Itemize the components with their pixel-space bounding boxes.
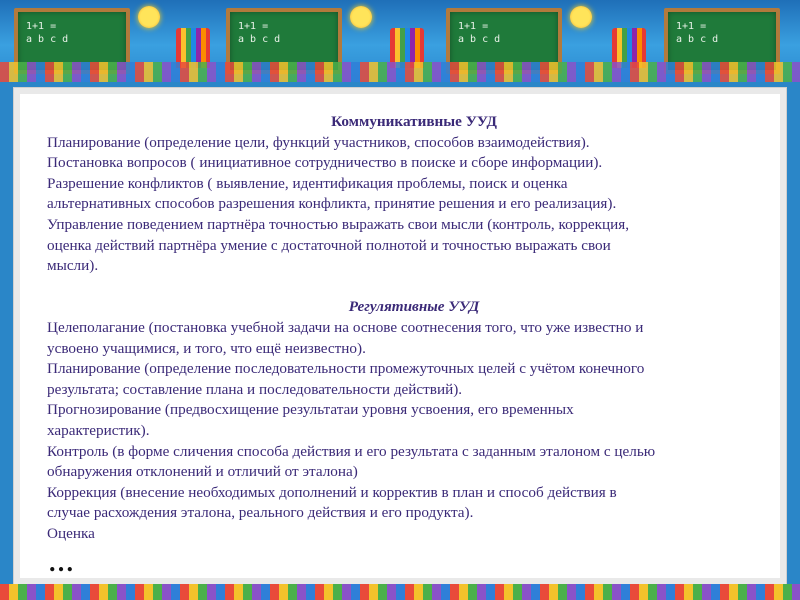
slide-text [47,112,781,544]
list-item: оценка действий партнёра умение с достаточной полнотой и точностью выражать свои [47,236,611,254]
list-item: усвоено учащимися, и того, что ещё неизвестно). [47,339,366,357]
list-item: Планирование (определение последовательности промежуточных целей с учётом конечного [47,360,645,378]
chalkboard-text: 1+1 = a b c d [26,21,69,45]
sun-icon [138,6,160,28]
section-title-communicative: Коммуникативные УУД [331,113,497,130]
list-item: Целеполагание (постановка учебной задачи на основе соотнесения того, что уже известно и [47,318,644,336]
list-item: случае расхождения эталона, реального действия и его продукта). [47,504,474,522]
list-item: альтернативных способов разрешения конфликта, принятие решения и его реализация). [47,195,617,213]
trailing-ellipsis: … [48,548,75,577]
sun-icon [350,6,372,28]
sun-icon [570,6,592,28]
list-item: мысли). [47,257,99,275]
list-item: характеристик). [47,421,150,439]
list-item: Оценка [47,524,95,542]
list-item: результата; составление плана и последовательности действий). [47,380,463,398]
section-title-regulatory: Регулятивные УУД [348,298,480,316]
chalkboard-text: 1+1 = a b c d [238,21,281,45]
list-item: Коррекция (внесение необходимых дополнений и корректив в план и способ действия в [47,483,617,501]
list-item: обнаружения отклонений и отличий от эталона) [47,463,358,481]
list-item: Постановка вопросов ( инициативное сотрудничество в поиске и сборе информации). [47,154,603,172]
list-item: Контроль (в форме сличения способа действия и его результата с заданным эталоном с целью [47,442,656,460]
list-item: Разрешение конфликтов ( выявление, идентификация проблемы, поиск и оценка [47,174,568,192]
list-item: Управление поведением партнёра точностью выражать свои мысли (контроль, коррекция, [47,215,630,233]
chalkboard-text: 1+1 = a b c d [458,21,501,45]
bottom-decorative-strip [0,584,800,600]
section-spacer [47,277,781,298]
content-panel [14,88,786,584]
colored-pencils-strip [0,62,800,82]
chalkboard-text: 1+1 = a b c d [676,21,719,45]
list-item: Планирование (определение цели, функций участников, способов взаимодействия). [47,133,590,151]
top-decorative-banner [0,0,800,82]
list-item: Прогнозирование (предвосхищение результатаи уровня усвоения, его временных [47,401,574,419]
